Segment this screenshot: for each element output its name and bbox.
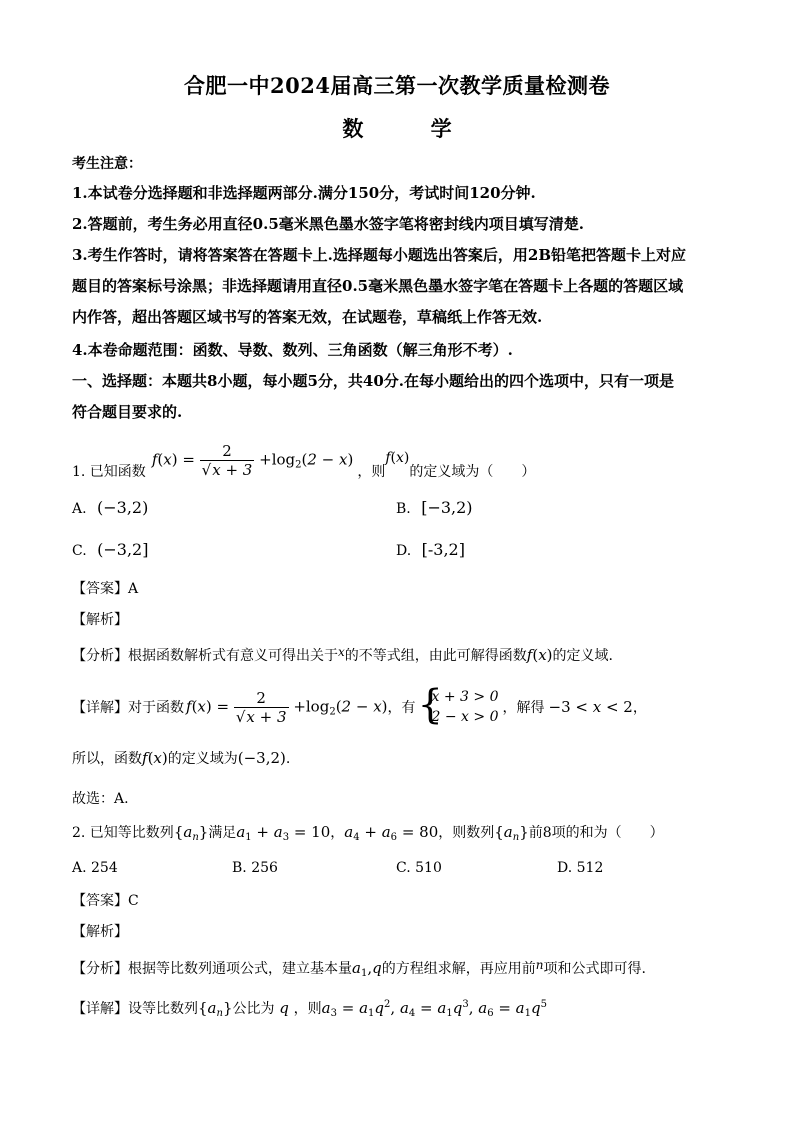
q1-jiexi-tag: 【解析】 [72, 612, 128, 628]
q2-answer: 【答案】C [72, 893, 139, 909]
q2-option-a: A. 254 [72, 860, 118, 876]
q2-jiexi-tag: 【解析】 [72, 924, 128, 940]
q2-analysis: 【分析】根据等比数列通项公式，建立基本量$a_1,q$的方程组求解，再应用前n项和公式即可得. [72, 958, 646, 979]
q1-prefix: 1. 已知函数 [72, 464, 146, 480]
q1-analysis: 【分析】根据函数解析式有意义可得出关于x的不等式组，由此可解得函数f(x)的定义域. [72, 645, 613, 664]
notice-line-3: 3.考生作答时，请将答案答在答题卡上.选择题每小题选出答案后，用2B铅笔把答题卡上对应 [72, 246, 687, 264]
q1-option-c: C. (−3,2] [72, 540, 149, 559]
q1-conclusion: 所以，函数f(x)的定义域为(−3,2). [72, 749, 291, 767]
notice-heading: 考生注意： [72, 156, 142, 172]
q2-option-b: B. 256 [232, 860, 278, 876]
q1-fx: f(x) [385, 450, 410, 466]
q1-option-d: D. [-3,2] [396, 540, 465, 559]
notice-line-6: 4.本卷命题范围：函数、导数、数列、三角函数（解三角形不考）. [72, 341, 513, 359]
notice-line-5: 内作答，超出答题区域书写的答案无效，在试题卷，草稿纸上作答无效. [72, 308, 543, 326]
section-heading-2: 符合题目要求的. [72, 403, 183, 421]
q1-choose: 故选：A. [72, 791, 129, 807]
q1-suffix-b: 的定义域为（ ） [409, 464, 536, 480]
page-title: 合肥一中2024届高三第一次教学质量检测卷 [184, 73, 610, 98]
q1-option-b: B. [−3,2) [396, 498, 473, 517]
notice-line-2: 2.答题前，考生务必用直径0.5毫米黑色墨水签字笔将密封线内项目填写清楚. [72, 215, 584, 233]
subject-title: 数 学 [342, 116, 452, 141]
q1-suffix-a: ，则 [357, 464, 386, 480]
notice-line-4: 题目的答案标号涂黑；非选择题请用直径0.5毫米黑色墨水签字笔在答题卡上各题的答题区域 [72, 277, 684, 295]
q2-option-c: C. 510 [396, 860, 442, 876]
q1-detail: 【详解】 对于函数 f(x) = $\frac{2}{√x + 3}$ $+\log_2(2 - x)$ ，有 { x + 3 > 0 2 − x > 0 ，解得 −3 < x < 2 ， [72, 682, 647, 728]
question-2: 2. 已知等比数列$\{a_n\}$满足$a_1 + a_3 = 10$，$a_4 + a_6 = 80$，则数列$\{a_n\}$前8项的和为（ ） [72, 823, 664, 843]
section-heading-1: 一、选择题：本题共8小题，每小题5分，共40分.在每小题给出的四个选项中，只有一项是 [72, 372, 674, 390]
q1-formula: f(x) = $\frac{2}{√x + 3}$ $+\log_2(2 - x)$ [151, 441, 354, 479]
q1-option-a: A. (−3,2) [72, 498, 149, 517]
q2-option-d: D. 512 [557, 860, 604, 876]
notice-line-1: 1.本试卷分选择题和非选择题两部分.满分150分，考试时间120分钟. [72, 184, 536, 202]
q1-answer: 【答案】A [72, 581, 139, 597]
q2-detail: 【详解】设等比数列$\{a_n\}$公比为 q ，则$a_3 = a_1q^2$, $a_4 = a_1q^3$, $a_6 = a_1q^5$ [72, 999, 547, 1019]
question-1 [72, 435, 535, 485]
